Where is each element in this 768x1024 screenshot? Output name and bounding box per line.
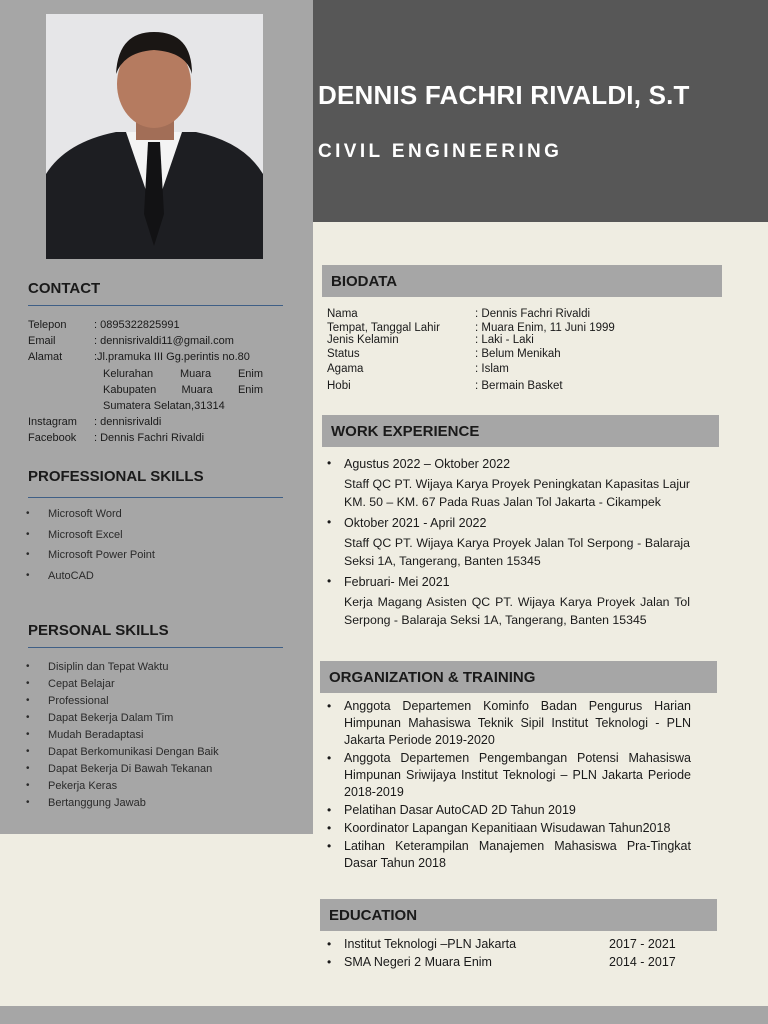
list-item: • Dapat Bekerja Dalam Tim xyxy=(26,712,219,729)
biodata-row xyxy=(327,307,627,322)
personal-skills-heading: PERSONAL SKILLS xyxy=(28,622,169,639)
biodata-label: Tempat, Tanggal Lahir xyxy=(327,321,440,334)
biodata-value: : Bermain Basket xyxy=(475,379,563,392)
biodata-row xyxy=(327,362,627,377)
contact-email-row xyxy=(28,333,263,349)
biodata-heading: BIODATA xyxy=(322,265,722,297)
professional-skills-list xyxy=(26,508,155,590)
professional-skills-heading: PROFESSIONAL SKILLS xyxy=(28,468,204,485)
list-item: • Bertanggung Jawab xyxy=(26,797,219,814)
work-period: • Februari- Mei 2021 xyxy=(344,575,450,589)
list-item: • Mudah Beradaptasi xyxy=(26,729,219,746)
contact-instagram-row xyxy=(28,414,263,430)
address-word: Kelurahan xyxy=(103,367,154,380)
list-item: • Dapat Bekerja Di Bawah Tekanan xyxy=(26,763,219,780)
biodata-value: : Laki - Laki xyxy=(475,333,534,346)
contact-block xyxy=(28,317,263,447)
list-item xyxy=(327,574,690,629)
facebook-value: : Dennis Fachri Rivaldi xyxy=(94,432,205,445)
list-item: • Pelatihan Dasar AutoCAD 2D Tahun 2019 xyxy=(327,802,691,819)
contact-address-row xyxy=(28,349,263,365)
biodata-label: Status xyxy=(327,347,360,360)
biodata-row xyxy=(327,377,627,395)
list-item: • Latihan Keterampilan Manajemen Mahasiswa Pra-Tingkat Dasar Tahun 2018 xyxy=(327,838,691,872)
work-description: Kerja Magang Asisten QC PT. Wijaya Karya Proyek Jalan Tol Serpong - Balaraja Seksi 1A, Tangerang, Banten 15345 xyxy=(344,595,690,627)
address-line-2 xyxy=(28,366,263,382)
email-label: Email xyxy=(28,335,56,348)
list-item: • Cepat Belajar xyxy=(26,678,219,695)
school-name: • SMA Negeri 2 Muara Enim xyxy=(344,954,492,969)
list-item: • Microsoft Word xyxy=(26,508,155,529)
education-list xyxy=(327,937,687,972)
address-word: Muara xyxy=(181,383,213,396)
list-item: • Dapat Berkomunikasi Dengan Baik xyxy=(26,746,219,763)
biodata-row xyxy=(327,334,627,347)
biodata-value: : Muara Enim, 11 Juni 1999 xyxy=(475,321,615,334)
school-years: 2014 - 2017 xyxy=(609,954,676,969)
organization-list xyxy=(327,698,691,873)
phone-label: Telepon xyxy=(28,319,67,331)
profile-photo xyxy=(46,14,263,259)
list-item xyxy=(327,456,690,511)
work-period: • Agustus 2022 – Oktober 2022 xyxy=(344,457,511,471)
list-item: • Microsoft Power Point xyxy=(26,549,155,570)
instagram-label: Instagram xyxy=(28,416,77,429)
work-description: Staff QC PT. Wijaya Karya Proyek Peningkatan Kapasitas Lajur KM. 50 – KM. 67 Pada Ruas Jalan Tol Jakarta - Cikampek xyxy=(344,477,690,509)
work-experience-heading: WORK EXPERIENCE xyxy=(322,415,719,447)
biodata-value: : Islam xyxy=(475,362,509,375)
contact-facebook-row xyxy=(28,430,263,446)
job-title: CIVIL ENGINEERING xyxy=(318,141,563,162)
instagram-value: : dennisrivaldi xyxy=(94,416,162,429)
phone-value: : 0895322825991 xyxy=(94,319,180,331)
address-line-3 xyxy=(28,382,263,398)
address-line-4: Sumatera Selatan,31314 xyxy=(103,400,225,413)
biodata-label: Agama xyxy=(327,362,364,375)
list-item: • Anggota Departemen Kominfo Badan Pengurus Harian Himpunan Mahasiswa Teknik Sipil Institut Teknologi - PLN Jakarta Periode 2019-2020 xyxy=(327,698,691,749)
address-word: Enim xyxy=(237,383,263,396)
facebook-label: Facebook xyxy=(28,432,77,445)
list-item: • Professional xyxy=(26,695,219,712)
contact-heading: CONTACT xyxy=(28,280,101,297)
organization-heading: ORGANIZATION & TRAINING xyxy=(320,661,717,693)
email-value: : dennisrivaldi11@gmail.com xyxy=(94,335,234,348)
biodata-label: Nama xyxy=(327,308,358,320)
contact-phone-row xyxy=(28,317,263,333)
address-line-1: :Jl.pramuka III Gg.perintis no.80 xyxy=(94,351,250,364)
personal-skills-list xyxy=(26,661,219,814)
list-item xyxy=(327,937,687,955)
address-label: Alamat xyxy=(28,351,63,364)
biodata-label: Hobi xyxy=(327,379,351,392)
contact-divider xyxy=(28,305,283,306)
work-description: Staff QC PT. Wijaya Karya Proyek Jalan Tol Serpong - Balaraja Seksi 1A, Tangerang, Banten 15345 xyxy=(344,536,690,568)
address-word: Enim xyxy=(237,367,263,380)
person-name: DENNIS FACHRI RIVALDI, S.T xyxy=(318,80,690,110)
biodata-label: Jenis Kelamin xyxy=(327,333,399,346)
header-band xyxy=(313,0,768,222)
biodata-value: : Dennis Fachri Rivaldi xyxy=(475,308,591,320)
bottom-bar xyxy=(0,1006,768,1024)
school-years: 2017 - 2021 xyxy=(609,937,676,951)
address-word: Muara xyxy=(179,367,212,380)
list-item: • Anggota Departemen Pengembangan Potensi Mahasiswa Himpunan Sriwijaya Institut Teknologi – PLN Jakarta Periode 2018-2019 xyxy=(327,750,691,801)
education-heading: EDUCATION xyxy=(320,899,717,931)
biodata-block xyxy=(327,307,627,395)
work-period: • Oktober 2021 - April 2022 xyxy=(344,516,487,530)
address-word: Kabupaten xyxy=(103,383,157,396)
list-item: • Microsoft Excel xyxy=(26,529,155,550)
biodata-value: : Belum Menikah xyxy=(475,347,561,360)
personal-skills-divider xyxy=(28,647,283,648)
list-item: • Disiplin dan Tepat Waktu xyxy=(26,661,219,678)
school-name: • Institut Teknologi –PLN Jakarta xyxy=(344,937,517,951)
list-item: • Koordinator Lapangan Kepanitiaan Wisudawan Tahun2018 xyxy=(327,820,691,837)
professional-skills-divider xyxy=(28,497,283,498)
list-item: • AutoCAD xyxy=(26,570,155,591)
list-item xyxy=(327,515,690,570)
list-item xyxy=(327,955,687,973)
work-experience-list xyxy=(327,456,690,633)
biodata-row xyxy=(327,347,627,362)
list-item: • Pekerja Keras xyxy=(26,780,219,797)
biodata-row xyxy=(327,322,627,334)
